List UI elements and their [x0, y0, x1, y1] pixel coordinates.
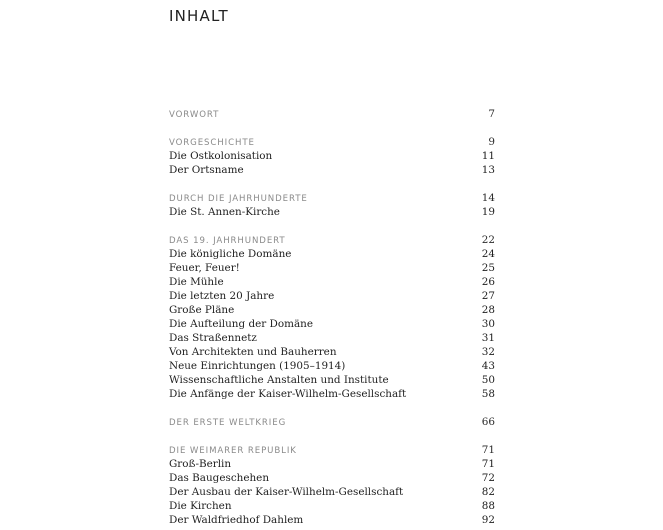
entry-title: Feuer, Feuer! — [169, 262, 240, 274]
section-title: VORGESCHICHTE — [169, 138, 255, 148]
page-number: 7 — [488, 108, 495, 120]
entry-title: Von Architekten und Bauherren — [169, 346, 337, 358]
toc-entry — [169, 373, 495, 387]
entry-title: Die Mühle — [169, 276, 224, 288]
page-number: 14 — [481, 192, 495, 204]
toc-entry — [169, 359, 495, 373]
toc-entry — [169, 163, 495, 177]
page-number: 19 — [481, 206, 495, 218]
section-spacer — [169, 121, 495, 135]
page-number: 92 — [481, 514, 495, 526]
page-number: 88 — [481, 500, 495, 512]
page-number: 11 — [481, 150, 495, 162]
toc-entry — [169, 457, 495, 471]
entry-title: Die Anfänge der Kaiser-Wilhelm-Gesellschaft — [169, 388, 407, 400]
toc-entry — [169, 513, 495, 527]
toc-entry — [169, 317, 495, 331]
page-number: 31 — [481, 332, 495, 344]
page-number: 82 — [481, 486, 495, 498]
page-number: 13 — [481, 164, 495, 176]
page-number: 25 — [481, 262, 495, 274]
toc-entry — [169, 485, 495, 499]
toc-entry — [169, 247, 495, 261]
toc-section-heading — [169, 233, 495, 247]
toc-entry — [169, 387, 495, 401]
entry-title: Das Straßennetz — [169, 332, 257, 344]
toc-section-heading — [169, 191, 495, 205]
toc-entry — [169, 331, 495, 345]
toc-section-heading — [169, 107, 495, 121]
page-number: 50 — [481, 374, 495, 386]
page-number: 71 — [481, 444, 495, 456]
toc-entry — [169, 471, 495, 485]
entry-title: Die letzten 20 Jahre — [169, 290, 275, 302]
toc-entry — [169, 345, 495, 359]
page-number: 28 — [481, 304, 495, 316]
toc-section-weimarer-republik — [169, 443, 495, 527]
section-spacer — [169, 219, 495, 233]
toc-section-vorgeschichte — [169, 135, 495, 177]
section-title: DAS 19. JAHRHUNDERT — [169, 236, 286, 246]
entry-title: Die Kirchen — [169, 500, 232, 512]
page-number: 58 — [481, 388, 495, 400]
page-number: 24 — [481, 248, 495, 260]
section-spacer — [169, 177, 495, 191]
toc-section-heading — [169, 135, 495, 149]
entry-title: Die königliche Domäne — [169, 248, 292, 260]
toc-section-19-jahrhundert — [169, 233, 495, 401]
page-number: 72 — [481, 472, 495, 484]
page-number: 9 — [488, 136, 495, 148]
page-number: 66 — [481, 416, 495, 428]
toc-entry — [169, 289, 495, 303]
toc-section-heading — [169, 443, 495, 457]
page-number: 30 — [481, 318, 495, 330]
entry-title: Wissenschaftliche Anstalten und Institute — [169, 374, 389, 386]
page-number: 32 — [481, 346, 495, 358]
toc-section-jahrhunderte — [169, 191, 495, 219]
toc-entry — [169, 205, 495, 219]
page-number: 71 — [481, 458, 495, 470]
page-number: 43 — [481, 360, 495, 372]
toc-section-vorwort — [169, 107, 495, 121]
toc-entry — [169, 303, 495, 317]
section-title: DURCH DIE JAHRHUNDERTE — [169, 194, 308, 204]
section-title: DER ERSTE WELTKRIEG — [169, 418, 287, 428]
toc-section-heading — [169, 415, 495, 429]
page-number: 22 — [481, 234, 495, 246]
entry-title: Der Ausbau der Kaiser-Wilhelm-Gesellschaft — [169, 486, 404, 498]
entry-title: Das Baugeschehen — [169, 472, 270, 484]
toc-entry — [169, 275, 495, 289]
table-of-contents — [169, 107, 495, 527]
entry-title: Der Waldfriedhof Dahlem — [169, 514, 304, 526]
toc-entry — [169, 499, 495, 513]
entry-title: Groß-Berlin — [169, 458, 232, 470]
entry-title: Die St. Annen-Kirche — [169, 206, 280, 218]
section-title: VORWORT — [169, 110, 220, 120]
entry-title: Die Ostkolonisation — [169, 150, 273, 162]
toc-section-erster-weltkrieg — [169, 415, 495, 429]
entry-title: Neue Einrichtungen (1905–1914) — [169, 360, 346, 372]
entry-title: Der Ortsname — [169, 164, 244, 176]
section-spacer — [169, 429, 495, 443]
toc-entry — [169, 261, 495, 275]
entry-title: Die Aufteilung der Domäne — [169, 318, 314, 330]
section-title: DIE WEIMARER REPUBLIK — [169, 446, 297, 456]
page-title: INHALT — [169, 7, 229, 25]
section-spacer — [169, 401, 495, 415]
page-number: 26 — [481, 276, 495, 288]
page-number: 27 — [481, 290, 495, 302]
toc-entry — [169, 149, 495, 163]
entry-title: Große Pläne — [169, 304, 235, 316]
